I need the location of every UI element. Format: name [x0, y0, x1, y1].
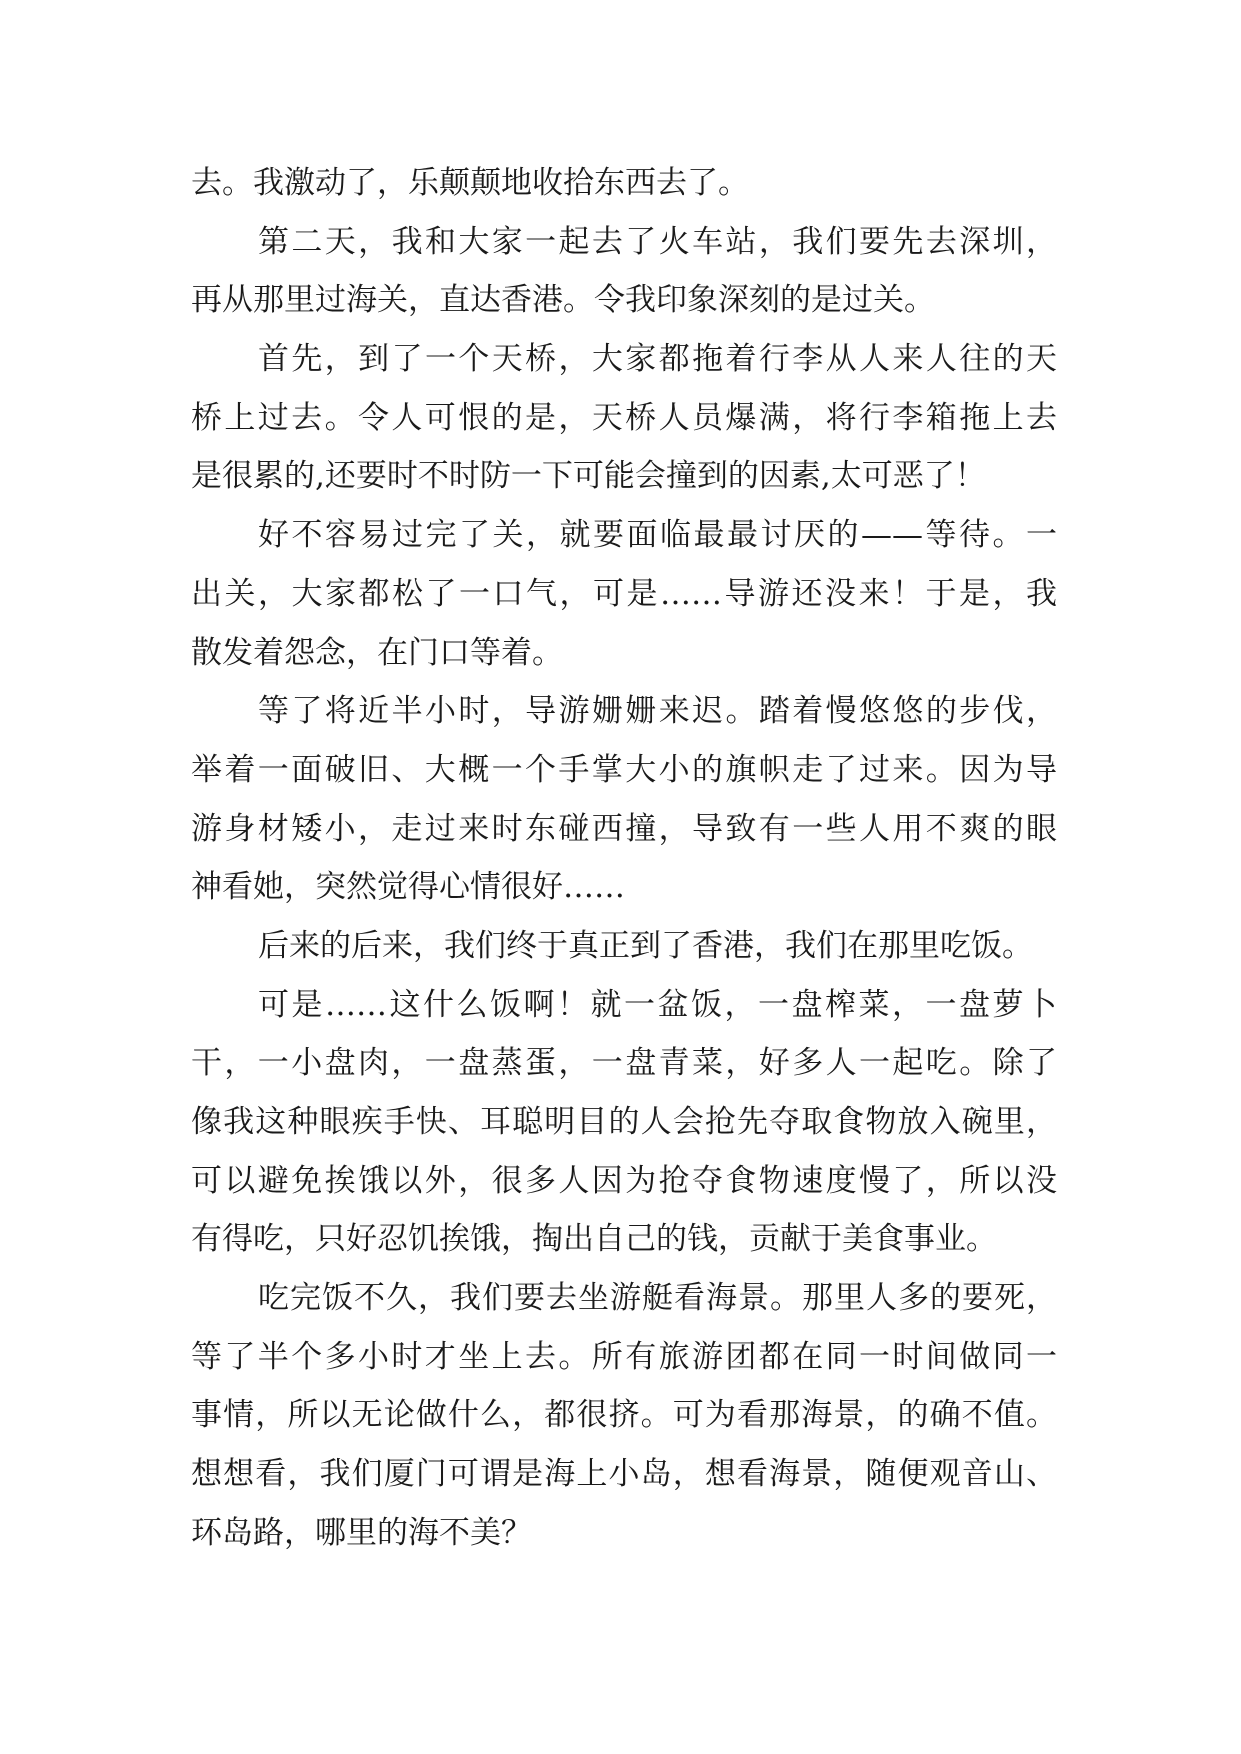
text-line: 是很累的,还要时不时防一下可能会撞到的因素,太可恶了！	[191, 458, 986, 495]
text-line: 出关，大家都松了一口气，可是……导游还没来！于是，我	[191, 575, 1057, 612]
text-line: 可以避免挨饿以外，很多人因为抢夺食物速度慢了，所以没	[191, 1162, 1057, 1199]
text-line: 干，一小盘肉，一盘蒸蛋，一盘青菜，好多人一起吃。除了	[191, 1045, 1057, 1082]
text-line: 有得吃，只好忍饥挨饿，掏出自己的钱，贡献于美食事业。	[191, 1221, 997, 1258]
paragraph	[191, 976, 1057, 1269]
paragraph	[191, 917, 1057, 976]
document-body-text	[191, 154, 1057, 1563]
text-line: 首先，到了一个天桥，大家都拖着行李从人来人往的天	[258, 341, 1057, 378]
paragraph	[191, 213, 1057, 330]
paragraph	[191, 154, 1057, 213]
text-line: 等了半个多小时才坐上去。所有旅游团都在同一时间做同一	[191, 1338, 1057, 1375]
text-line: 第二天，我和大家一起去了火车站，我们要先去深圳，	[258, 223, 1057, 260]
text-line: 后来的后来，我们终于真正到了香港，我们在那里吃饭。	[258, 927, 1033, 964]
text-line: 等了将近半小时，导游姗姗来迟。踏着慢悠悠的步伐，	[258, 693, 1057, 730]
text-line: 散发着怨念，在门口等着。	[191, 634, 563, 671]
text-line: 可是……这什么饭啊！就一盆饭，一盘榨菜，一盘萝卜	[258, 986, 1057, 1023]
text-line: 桥上过去。令人可恨的是，天桥人员爆满，将行李箱拖上去	[191, 399, 1057, 436]
text-line: 举着一面破旧、大概一个手掌大小的旗帜走了过来。因为导	[191, 751, 1057, 788]
text-line: 神看她，突然觉得心情很好……	[191, 869, 625, 906]
text-line: 想想看，我们厦门可谓是海上小岛，想看海景，随便观音山、	[191, 1456, 1057, 1493]
text-line: 再从那里过海关，直达香港。令我印象深刻的是过关。	[191, 282, 935, 319]
paragraph	[191, 682, 1057, 917]
paragraph	[191, 1269, 1057, 1562]
paragraph	[191, 506, 1057, 682]
text-line: 好不容易过完了关，就要面临最最讨厌的——等待。一	[258, 517, 1057, 554]
text-line: 游身材矮小，走过来时东碰西撞，导致有一些人用不爽的眼	[191, 810, 1057, 847]
paragraph	[191, 330, 1057, 506]
text-line: 事情，所以无论做什么，都很挤。可为看那海景，的确不值。	[191, 1397, 1057, 1434]
text-line: 环岛路，哪里的海不美？	[191, 1514, 532, 1551]
text-line: 去。我激动了，乐颠颠地收拾东西去了。	[191, 165, 749, 201]
text-line: 吃完饭不久，我们要去坐游艇看海景。那里人多的要死，	[258, 1280, 1057, 1317]
text-line: 像我这种眼疾手快、耳聪明目的人会抢先夺取食物放入碗里，	[191, 1104, 1057, 1140]
